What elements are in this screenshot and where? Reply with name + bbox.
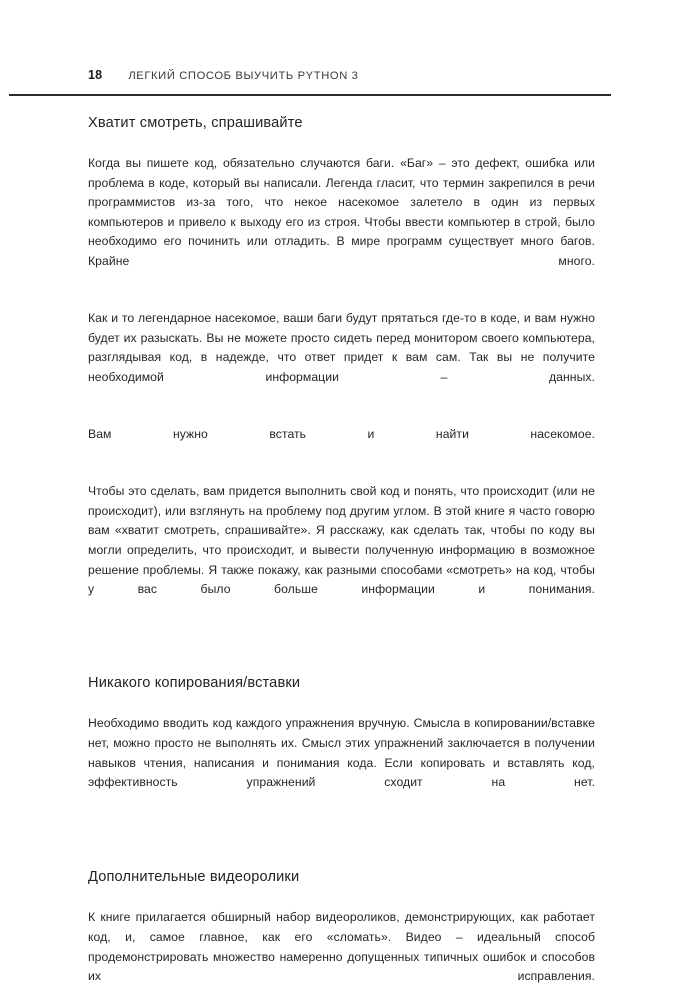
- paragraph: Чтобы это сделать, вам придется выполнить свой код и понять, что происходит (или не происходит), или взглянуть на проблему под другим углом. В этой книге я часто говорю вам «хватит смотреть, спрашивайте». Я расскажу, как сделать так, чтобы по коду вы могли определить, что происходит, и вывести полученную информацию в возможное решение проблемы. Я также покажу, как разными способами «смотреть» на код, чтобы у вас было больше информации и понимания.: [88, 484, 595, 597]
- paragraph: Как и то легендарное насекомое, ваши баги будут прятаться где-то в коде, и вам нужно будет их разыскать. Вы не можете просто сидеть перед монитором своего компьютера, разглядывая код, в надежде, что ответ придет к вам сам. Так вы не получите необходимой информации – данных.: [88, 311, 595, 384]
- section-heading-2: Никакого копирования/вставки: [88, 675, 301, 692]
- header-rule: [9, 94, 611, 96]
- paragraph: Вам нужно встать и найти насекомое.: [88, 427, 595, 442]
- paragraph: Когда вы пишете код, обязательно случаются баги. «Баг» – это дефект, ошибка или проблема в коде, который вы написали. Легенда гласит, что термин закрепился в речи программистов из-за того, что некое насекомое залетело в один из первых компьютеров и привело к выходу его из строя. Чтобы ввести компьютер в строй, было необходимо его починить или отладить. В мире программ существует много багов. Крайне много.: [88, 155, 595, 268]
- running-title: ЛЕГКИЙ СПОСОБ ВЫУЧИТЬ PYTHON 3: [128, 70, 359, 82]
- body-text-column: [88, 114, 595, 1001]
- paragraph: Необходимо вводить код каждого упражнения вручную. Смысла в копировании/вставке нет, можно просто не выполнять их. Смысл этих упражнений заключается в получении навыков чтения, написания и понимания кода. Если копировать и вставлять код, эффективность упражнений сходит на нет.: [88, 716, 595, 790]
- section-heading-1: Хватит смотреть, спрашивайте: [88, 115, 303, 131]
- paragraph: К книге прилагается обширный набор видеороликов, демонстрирующих, как работает код, и, самое главное, как его «сломать». Видео – идеальный способ продемонстрировать множество намеренно допущенных типичных ошибок и способов их исправления.: [88, 910, 595, 984]
- page-number: 18: [88, 68, 103, 82]
- section-heading-3: Дополнительные видеоролики: [88, 869, 300, 886]
- running-head: [88, 68, 610, 82]
